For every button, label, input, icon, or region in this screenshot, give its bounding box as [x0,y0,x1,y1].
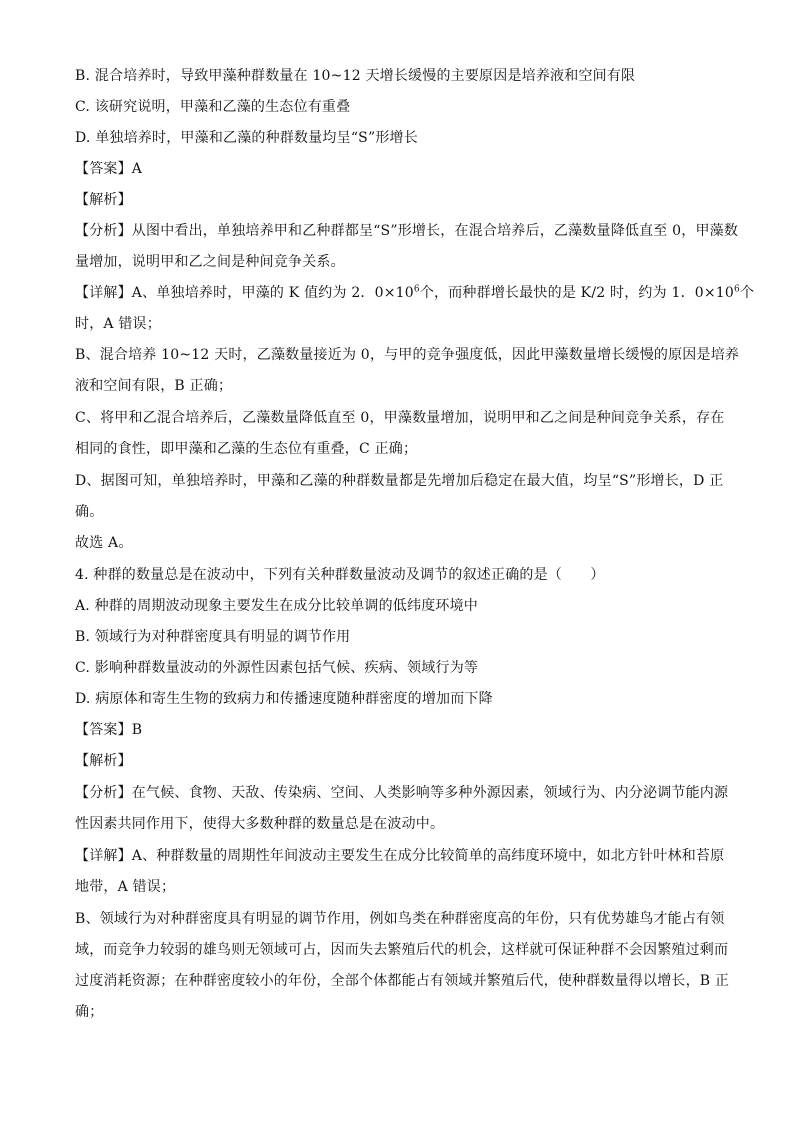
detail-text: 过度消耗资源；在种群密度较小的年份，全部个体都能占有领域并繁殖后代，使种群数量得以增长，B 正 [75,973,730,989]
analysis-text: 【分析】在气候、食物、天敌、传染病、空间、人类影响等多种外源因素，领域行为、内分泌调节能内源 [75,785,729,801]
option-c-text: C. 影响种群数量波动的外源性因素包括气候、疾病、领域行为等 [75,660,479,676]
analysis-text: 【分析】从图中看出，单独培养甲和乙种群都呈“S”形增长，在混合培养后，乙藻数量降低直至 0，甲藻数 [75,223,739,239]
detail-text: 液和空间有限，B 正确； [75,378,233,394]
detail-text: 相同的食性，即甲藻和乙藻的生态位有重叠，C 正确； [75,441,418,457]
detail-text: 确。 [75,504,104,520]
detail-text-part: 个 [739,285,755,301]
exponent: 6 [413,284,420,295]
detail-text [75,283,755,303]
detail-text: C、将甲和乙混合培养后，乙藻数量降低直至 0，甲藻数量增加，说明甲和乙之间是种间竞争关系，存在 [75,410,725,426]
detail-text-part: 【详解】A、单独培养时，甲藻的 K 值约为 2．0×10 [75,285,414,301]
exponent: 6 [734,284,740,295]
detail-text: 确； [75,1004,104,1020]
option-b-text: B. 领域行为对种群密度具有明显的调节作用 [75,629,351,645]
analysis-text: 量增加，说明甲和乙之间是种间竞争关系。 [75,254,345,270]
question-4-stem: 4. 种群的数量总是在波动中，下列有关种群数量波动及调节的叙述正确的是（ ） [75,567,605,583]
option-d-text: D. 单独培养时，甲藻和乙藻的种群数量均呈“S”形增长 [75,130,418,146]
detail-text: B、领域行为对种群密度具有明显的调节作用，例如鸟类在种群密度高的年份，只有优势雄鸟才能占有领 [75,911,725,927]
option-a-text: A. 种群的周期波动现象主要发生在成分比较单调的低纬度环境中 [75,598,479,614]
answer-line: 【答案】B [75,722,143,738]
detail-text: 地带，A 错误； [75,879,176,895]
detail-text: 域，而竞争力较弱的雄鸟则无领域可占，因而失去繁殖后代的机会，这样就可保证种群不会因繁殖过剩而 [75,942,729,958]
option-d-text: D. 病原体和寄生生物的致病力和传播速度随种群密度的增加而下降 [75,691,493,707]
detail-text: B、混合培养 10~12 天时，乙藻数量接近为 0，与甲的竞争强度低，因此甲藻数量增长缓慢的原因是培养 [75,347,740,363]
detail-text: D、据图可知，单独培养时，甲藻和乙藻的种群数量都是先增加后稳定在最大值，均呈“S”形增长，D 正 [75,473,724,489]
detail-text: 时，A 错误； [75,316,161,332]
conclusion-text: 故选 A。 [75,535,133,551]
detail-text-part: 个，而种群增长最快的是 K/2 时，约为 1．0×10 [419,285,735,301]
analysis-text: 性因素共同作用下，使得大多数种群的数量总是在波动中。 [75,816,445,832]
option-b-text: B. 混合培养时，导致甲藻种群数量在 10~12 天增长缓慢的主要原因是培养液和空间有限 [75,68,636,84]
answer-line: 【答案】A [75,161,143,177]
analysis-heading: 【解析】 [75,192,132,208]
option-c-text: C. 该研究说明，甲藻和乙藻的生态位有重叠 [75,99,351,115]
analysis-heading: 【解析】 [75,753,132,769]
detail-text: 【详解】A、种群数量的周期性年间波动主要发生在成分比较简单的高纬度环境中，如北方针叶林和苔原 [75,848,725,864]
